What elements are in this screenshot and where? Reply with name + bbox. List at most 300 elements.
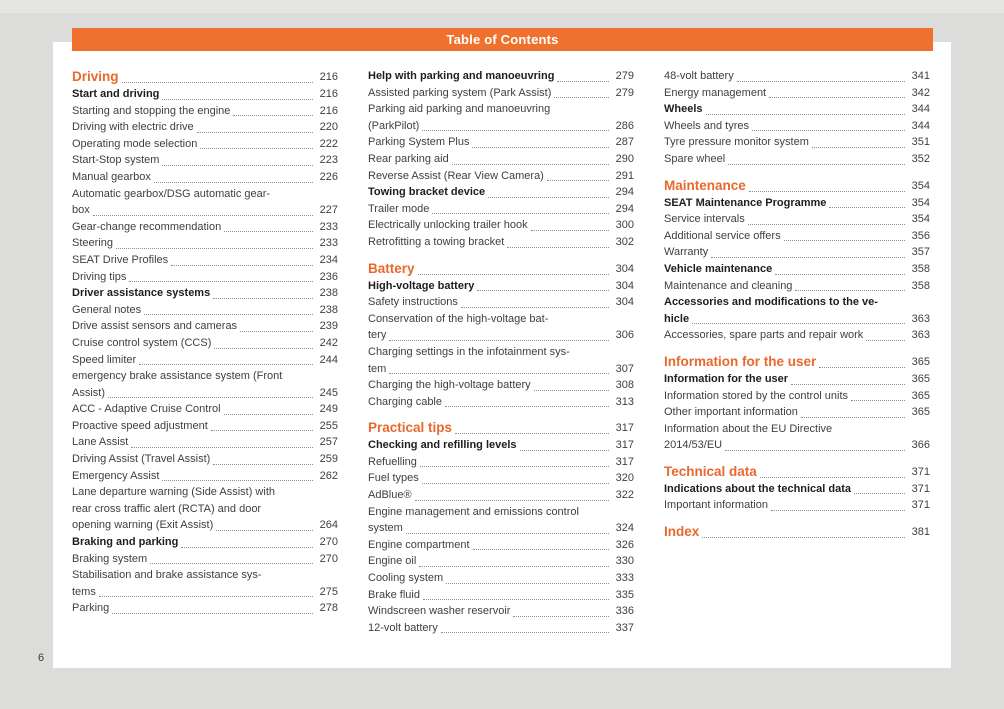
toc-entry[interactable] xyxy=(72,534,338,551)
dot-leader xyxy=(108,397,313,398)
dot-leader xyxy=(784,240,905,241)
entry-label: SEAT Maintenance Programme xyxy=(664,196,827,209)
entry-page-number: 216 xyxy=(319,88,338,100)
entry-label: Safety instructions xyxy=(368,296,458,309)
toc-entry[interactable] xyxy=(72,418,338,435)
toc-entry[interactable] xyxy=(72,136,338,153)
entry-label: Maintenance xyxy=(664,177,746,193)
entry-label: Maintenance and cleaning xyxy=(664,279,793,292)
toc-column-1 xyxy=(72,68,338,636)
toc-entry[interactable] xyxy=(72,401,338,418)
entry-label: Manual gearbox xyxy=(72,170,151,183)
entry-label: Charging the high-voltage battery xyxy=(368,379,531,392)
dot-leader xyxy=(446,583,609,584)
toc-entry[interactable] xyxy=(664,261,930,278)
dot-leader xyxy=(851,400,905,401)
entry-label: Information for the user xyxy=(664,353,817,369)
dot-leader xyxy=(795,290,905,291)
toc-entry[interactable] xyxy=(72,434,338,451)
entry-label: Tyre pressure monitor system xyxy=(664,136,809,149)
dot-leader xyxy=(419,566,609,567)
entry-label-line: Automatic gearbox/DSG automatic gear- xyxy=(72,187,271,200)
toc-entry[interactable] xyxy=(664,68,930,85)
toc-entry[interactable] xyxy=(72,551,338,568)
dot-leader xyxy=(534,390,609,391)
entry-label: Rear parking aid xyxy=(368,152,449,165)
toc-entry[interactable] xyxy=(72,368,338,401)
entry-label: Information stored by the control units xyxy=(664,389,849,402)
dot-leader xyxy=(112,613,313,614)
dot-leader xyxy=(554,97,609,98)
dot-leader xyxy=(162,165,313,166)
toc-entry[interactable] xyxy=(664,151,930,168)
dot-leader xyxy=(547,180,609,181)
dot-leader xyxy=(725,450,905,451)
toc-entry[interactable] xyxy=(72,219,338,236)
entry-label: Starting and stopping the engine xyxy=(72,104,231,117)
entry-page-number: 236 xyxy=(319,270,338,283)
entry-page-number: 320 xyxy=(615,472,634,485)
entry-page-number: 238 xyxy=(319,303,338,316)
entry-label: Driving Assist (Travel Assist) xyxy=(72,453,211,466)
dot-leader xyxy=(389,340,609,341)
entry-label: tery xyxy=(368,329,387,342)
toc-entry[interactable] xyxy=(72,335,338,352)
toc-section-entry[interactable] xyxy=(664,523,930,541)
entry-label: SEAT Drive Profiles xyxy=(72,253,169,266)
entry-page-number: 304 xyxy=(615,262,634,275)
dot-leader xyxy=(139,364,313,365)
toc-entry[interactable] xyxy=(368,587,634,604)
entry-label: Vehicle maintenance xyxy=(664,262,773,275)
entry-page-number: 294 xyxy=(615,202,634,215)
toc-entry[interactable] xyxy=(368,603,634,620)
toc-entry[interactable] xyxy=(368,470,634,487)
entry-page-number: 371 xyxy=(911,499,930,512)
entry-label: Retrofitting a towing bracket xyxy=(368,235,505,248)
dot-leader xyxy=(240,331,313,332)
entry-label-line: Charging settings in the infotainment sys- xyxy=(368,345,570,358)
entry-page-number: 335 xyxy=(615,588,634,601)
toc-entry[interactable] xyxy=(368,487,634,504)
entry-label: Spare wheel xyxy=(664,152,726,165)
dot-leader xyxy=(477,290,609,291)
entry-page-number: 233 xyxy=(319,237,338,250)
toc-entry[interactable] xyxy=(664,118,930,135)
entry-page-number: 262 xyxy=(319,469,338,482)
entry-page-number: 257 xyxy=(319,436,338,449)
entry-page-number: 307 xyxy=(615,362,634,375)
entry-page-number: 300 xyxy=(615,219,634,232)
entry-label: Charging cable xyxy=(368,395,442,408)
entry-page-number: 302 xyxy=(615,235,634,248)
dot-leader xyxy=(728,164,905,165)
dot-leader xyxy=(520,450,609,451)
toc-entry[interactable] xyxy=(368,234,634,251)
dot-leader xyxy=(422,130,609,131)
entry-page-number: 233 xyxy=(319,220,338,233)
dot-leader xyxy=(162,99,313,100)
entry-label: Emergency Assist xyxy=(72,469,160,482)
toc-entry[interactable] xyxy=(72,269,338,286)
entry-label: Battery xyxy=(368,260,415,276)
entry-page-number: 333 xyxy=(615,572,634,585)
dot-leader xyxy=(93,215,313,216)
dot-leader xyxy=(162,480,313,481)
entry-page-number: 371 xyxy=(911,465,930,478)
entry-page-number: 351 xyxy=(911,136,930,149)
toc-entry[interactable] xyxy=(368,437,634,454)
entry-label: Energy management xyxy=(664,86,767,99)
dot-leader xyxy=(737,81,905,82)
entry-label: tems xyxy=(72,585,96,598)
toc-entry[interactable] xyxy=(368,570,634,587)
entry-label: Reverse Assist (Rear View Camera) xyxy=(368,169,544,182)
entry-label: Cruise control system (CCS) xyxy=(72,336,212,349)
dot-leader xyxy=(771,510,905,511)
entry-label: Technical data xyxy=(664,463,757,479)
toc-entry[interactable] xyxy=(72,235,338,252)
toc-entry[interactable] xyxy=(368,311,634,344)
toc-entry[interactable] xyxy=(664,101,930,118)
dot-leader xyxy=(116,248,313,249)
entry-page-number: 294 xyxy=(615,186,634,199)
toc-entry[interactable] xyxy=(72,484,338,534)
entry-label: Additional service offers xyxy=(664,229,781,242)
entry-page-number: 357 xyxy=(911,246,930,259)
dot-leader xyxy=(213,298,313,299)
toc-entry[interactable] xyxy=(368,184,634,201)
entry-page-number: 238 xyxy=(319,287,338,300)
entry-page-number: 278 xyxy=(319,602,338,615)
entry-label: Operating mode selection xyxy=(72,137,198,150)
dot-leader xyxy=(420,466,609,467)
entry-label-line: Stabilisation and brake assistance sys- xyxy=(72,569,262,582)
toc-entry[interactable] xyxy=(664,244,930,261)
entry-page-number: 264 xyxy=(319,519,338,532)
dot-leader xyxy=(224,414,313,415)
entry-page-number: 275 xyxy=(319,585,338,598)
entry-label: Help with parking and manoeuvring xyxy=(368,70,555,82)
entry-page-number: 255 xyxy=(319,419,338,432)
toc-entry[interactable] xyxy=(72,451,338,468)
entry-label: 12-volt battery xyxy=(368,621,438,634)
dot-leader xyxy=(531,230,609,231)
dot-leader xyxy=(131,447,313,448)
toc-entry[interactable] xyxy=(368,217,634,234)
entry-page-number: 363 xyxy=(911,312,930,325)
toc-entry[interactable] xyxy=(664,421,930,454)
entry-label: Windscreen washer reservoir xyxy=(368,605,511,618)
entry-page-number: 356 xyxy=(911,229,930,242)
entry-page-number: 366 xyxy=(911,439,930,452)
entry-page-number: 365 xyxy=(911,372,930,385)
toc-entry[interactable] xyxy=(368,68,634,85)
toc-entry[interactable] xyxy=(368,101,634,134)
toc-entry[interactable] xyxy=(664,371,930,388)
toc-entry[interactable] xyxy=(72,318,338,335)
entry-label: Information for the user xyxy=(664,372,789,385)
toc-entry[interactable] xyxy=(368,278,634,295)
dot-leader xyxy=(99,596,313,597)
entry-label: Start and driving xyxy=(72,88,160,100)
entry-label: Braking system xyxy=(72,552,148,565)
entry-label: Trailer mode xyxy=(368,202,430,215)
entry-label: tem xyxy=(368,362,387,375)
toc-section-entry[interactable] xyxy=(664,353,930,371)
dot-leader xyxy=(122,82,313,83)
toc-entry[interactable] xyxy=(664,211,930,228)
dot-leader xyxy=(213,464,313,465)
entry-label: Parking System Plus xyxy=(368,136,470,149)
toc-entry[interactable] xyxy=(72,468,338,485)
toc-entry[interactable] xyxy=(368,504,634,537)
top-light-strip xyxy=(0,0,1004,13)
entry-label: (ParkPilot) xyxy=(368,119,420,132)
entry-page-number: 317 xyxy=(615,439,634,452)
toc-entry[interactable] xyxy=(72,86,338,103)
toc-entry[interactable] xyxy=(368,151,634,168)
dot-leader xyxy=(557,81,609,82)
toc-entry[interactable] xyxy=(368,620,634,637)
dot-leader xyxy=(423,599,609,600)
dot-leader xyxy=(150,563,313,564)
toc-entry[interactable] xyxy=(664,327,930,344)
toc-columns xyxy=(72,68,930,636)
toc-header-bar xyxy=(72,28,933,51)
dot-leader xyxy=(472,147,609,148)
toc-entry[interactable] xyxy=(368,85,634,102)
entry-page-number: 324 xyxy=(615,522,634,535)
dot-leader xyxy=(422,483,609,484)
entry-page-number: 358 xyxy=(911,262,930,275)
dot-leader xyxy=(711,257,905,258)
entry-label: box xyxy=(72,204,90,217)
entry-label: Engine oil xyxy=(368,555,417,568)
entry-label: Gear-change recommendation xyxy=(72,220,222,233)
entry-page-number: 365 xyxy=(911,389,930,402)
entry-label-line: Accessories and modifications to the ve- xyxy=(664,296,878,309)
toc-entry[interactable] xyxy=(664,228,930,245)
toc-entry[interactable] xyxy=(368,344,634,377)
entry-page-number: 313 xyxy=(615,395,634,408)
entry-page-number: 216 xyxy=(319,104,338,117)
entry-label: High-voltage battery xyxy=(368,279,475,292)
entry-page-number: 344 xyxy=(911,119,930,132)
entry-label: Driving with electric drive xyxy=(72,121,194,134)
entry-label: ACC - Adaptive Cruise Control xyxy=(72,403,221,416)
dot-leader xyxy=(513,616,609,617)
entry-page-number: 226 xyxy=(319,170,338,183)
dot-leader xyxy=(233,115,313,116)
entry-label-line: Information about the EU Directive xyxy=(664,422,833,435)
dot-leader xyxy=(706,114,905,115)
toc-column-3 xyxy=(664,68,930,636)
toc-section-entry[interactable] xyxy=(664,177,930,195)
entry-page-number: 270 xyxy=(319,536,338,549)
entry-page-number: 290 xyxy=(615,152,634,165)
entry-page-number: 216 xyxy=(319,71,338,83)
dot-leader xyxy=(181,547,313,548)
entry-label: Service intervals xyxy=(664,213,745,226)
entry-page-number: 317 xyxy=(615,422,634,435)
toc-entry[interactable] xyxy=(72,600,338,617)
toc-section-entry[interactable] xyxy=(368,260,634,278)
toc-section-entry[interactable] xyxy=(368,419,634,437)
toc-entry[interactable] xyxy=(664,278,930,295)
entry-page-number: 287 xyxy=(615,136,634,149)
toc-entry[interactable] xyxy=(72,186,338,219)
toc-entry[interactable] xyxy=(72,152,338,169)
entry-label: Engine compartment xyxy=(368,538,470,551)
dot-leader xyxy=(216,530,313,531)
toc-entry[interactable] xyxy=(368,168,634,185)
toc-entry[interactable] xyxy=(664,481,930,498)
toc-section-entry[interactable] xyxy=(72,68,338,86)
dot-leader xyxy=(418,274,609,275)
entry-page-number: 352 xyxy=(911,152,930,165)
dot-leader xyxy=(692,323,905,324)
entry-page-number: 317 xyxy=(615,455,634,468)
entry-label: opening warning (Exit Assist) xyxy=(72,519,214,532)
entry-page-number: 371 xyxy=(911,482,930,495)
entry-page-number: 304 xyxy=(615,296,634,309)
entry-label: Assist) xyxy=(72,386,105,399)
entry-label: Index xyxy=(664,524,700,540)
dot-leader xyxy=(452,164,609,165)
entry-label: 2014/53/EU xyxy=(664,439,723,452)
toc-column-2 xyxy=(368,68,634,636)
entry-page-number: 279 xyxy=(615,70,634,82)
dot-leader xyxy=(819,367,905,368)
entry-label: Electrically unlocking trailer hook xyxy=(368,219,528,232)
entry-page-number: 336 xyxy=(615,605,634,618)
dot-leader xyxy=(812,147,905,148)
toc-entry[interactable] xyxy=(664,294,930,327)
entry-page-number: 354 xyxy=(911,196,930,209)
entry-label: Driver assistance systems xyxy=(72,287,211,300)
entry-label-line: Conservation of the high-voltage bat- xyxy=(368,312,549,325)
entry-label: Warranty xyxy=(664,246,709,259)
toc-entry[interactable] xyxy=(72,103,338,120)
entry-page-number: 242 xyxy=(319,336,338,349)
toc-entry[interactable] xyxy=(72,302,338,319)
dot-leader xyxy=(171,265,313,266)
toc-entry[interactable] xyxy=(72,567,338,600)
entry-label: Proactive speed adjustment xyxy=(72,419,208,432)
dot-leader xyxy=(154,182,313,183)
entry-label: hicle xyxy=(664,312,690,325)
toc-entry[interactable] xyxy=(664,85,930,102)
entry-label: Brake fluid xyxy=(368,588,420,601)
entry-page-number: 354 xyxy=(911,213,930,226)
entry-page-number: 306 xyxy=(615,329,634,342)
dot-leader xyxy=(129,281,313,282)
dot-leader xyxy=(769,97,905,98)
dot-leader xyxy=(748,224,905,225)
entry-page-number: 234 xyxy=(319,253,338,266)
dot-leader xyxy=(507,247,609,248)
toc-entry[interactable] xyxy=(664,388,930,405)
entry-page-number: 239 xyxy=(319,320,338,333)
dot-leader xyxy=(752,130,905,131)
entry-page-number: 223 xyxy=(319,154,338,167)
dot-leader xyxy=(473,549,610,550)
entry-page-number: 344 xyxy=(911,103,930,116)
toc-entry[interactable] xyxy=(368,553,634,570)
dot-leader xyxy=(461,307,609,308)
toc-entry[interactable] xyxy=(664,134,930,151)
toc-entry[interactable] xyxy=(664,404,930,421)
toc-entry[interactable] xyxy=(368,377,634,394)
entry-label: Driving tips xyxy=(72,270,127,283)
entry-page-number: 259 xyxy=(319,453,338,466)
entry-label: Refuelling xyxy=(368,455,417,468)
toc-entry[interactable] xyxy=(368,394,634,411)
entry-page-number: 330 xyxy=(615,555,634,568)
toc-entry[interactable] xyxy=(72,285,338,302)
toc-entry[interactable] xyxy=(664,195,930,212)
entry-page-number: 304 xyxy=(615,279,634,292)
entry-label: Parking xyxy=(72,602,110,615)
entry-label: Checking and refilling levels xyxy=(368,439,517,452)
toc-section-entry[interactable] xyxy=(664,463,930,481)
toc-entry[interactable] xyxy=(368,201,634,218)
toc-entry[interactable] xyxy=(72,252,338,269)
entry-page-number: 363 xyxy=(911,329,930,342)
toc-entry[interactable] xyxy=(368,537,634,554)
toc-entry[interactable] xyxy=(72,119,338,136)
entry-page-number: 354 xyxy=(911,179,930,192)
entry-page-number: 227 xyxy=(319,204,338,217)
dot-leader xyxy=(441,632,609,633)
entry-label: 48-volt battery xyxy=(664,70,734,82)
dot-leader xyxy=(866,340,905,341)
entry-label: Towing bracket device xyxy=(368,186,486,199)
entry-label: AdBlue® xyxy=(368,489,412,502)
entry-label: Lane Assist xyxy=(72,436,129,449)
entry-label: Steering xyxy=(72,237,113,250)
entry-page-number: 341 xyxy=(911,70,930,82)
entry-page-number: 291 xyxy=(615,169,634,182)
entry-label: Fuel types xyxy=(368,472,419,485)
entry-label-line: Lane departure warning (Side Assist) with xyxy=(72,486,275,499)
entry-label-line: emergency brake assistance system (Front xyxy=(72,370,283,383)
toc-entry[interactable] xyxy=(368,454,634,471)
entry-page-number: 381 xyxy=(911,526,930,539)
dot-leader xyxy=(791,384,905,385)
toc-entry[interactable] xyxy=(664,497,930,514)
entry-label: General notes xyxy=(72,303,142,316)
entry-page-number: 337 xyxy=(615,621,634,634)
toc-entry[interactable] xyxy=(368,294,634,311)
page-number-folio: 6 xyxy=(38,652,45,664)
toc-entry[interactable] xyxy=(368,134,634,151)
dot-leader xyxy=(406,533,609,534)
entry-label: Drive assist sensors and cameras xyxy=(72,320,238,333)
dot-leader xyxy=(854,493,905,494)
entry-label: Driving xyxy=(72,69,119,84)
entry-page-number: 326 xyxy=(615,538,634,551)
toc-entry[interactable] xyxy=(72,169,338,186)
entry-label: Wheels and tyres xyxy=(664,119,749,132)
entry-page-number: 342 xyxy=(911,86,930,99)
toc-entry[interactable] xyxy=(72,352,338,369)
dot-leader xyxy=(224,231,313,232)
dot-leader xyxy=(801,417,905,418)
entry-page-number: 244 xyxy=(319,353,338,366)
dot-leader xyxy=(211,430,313,431)
